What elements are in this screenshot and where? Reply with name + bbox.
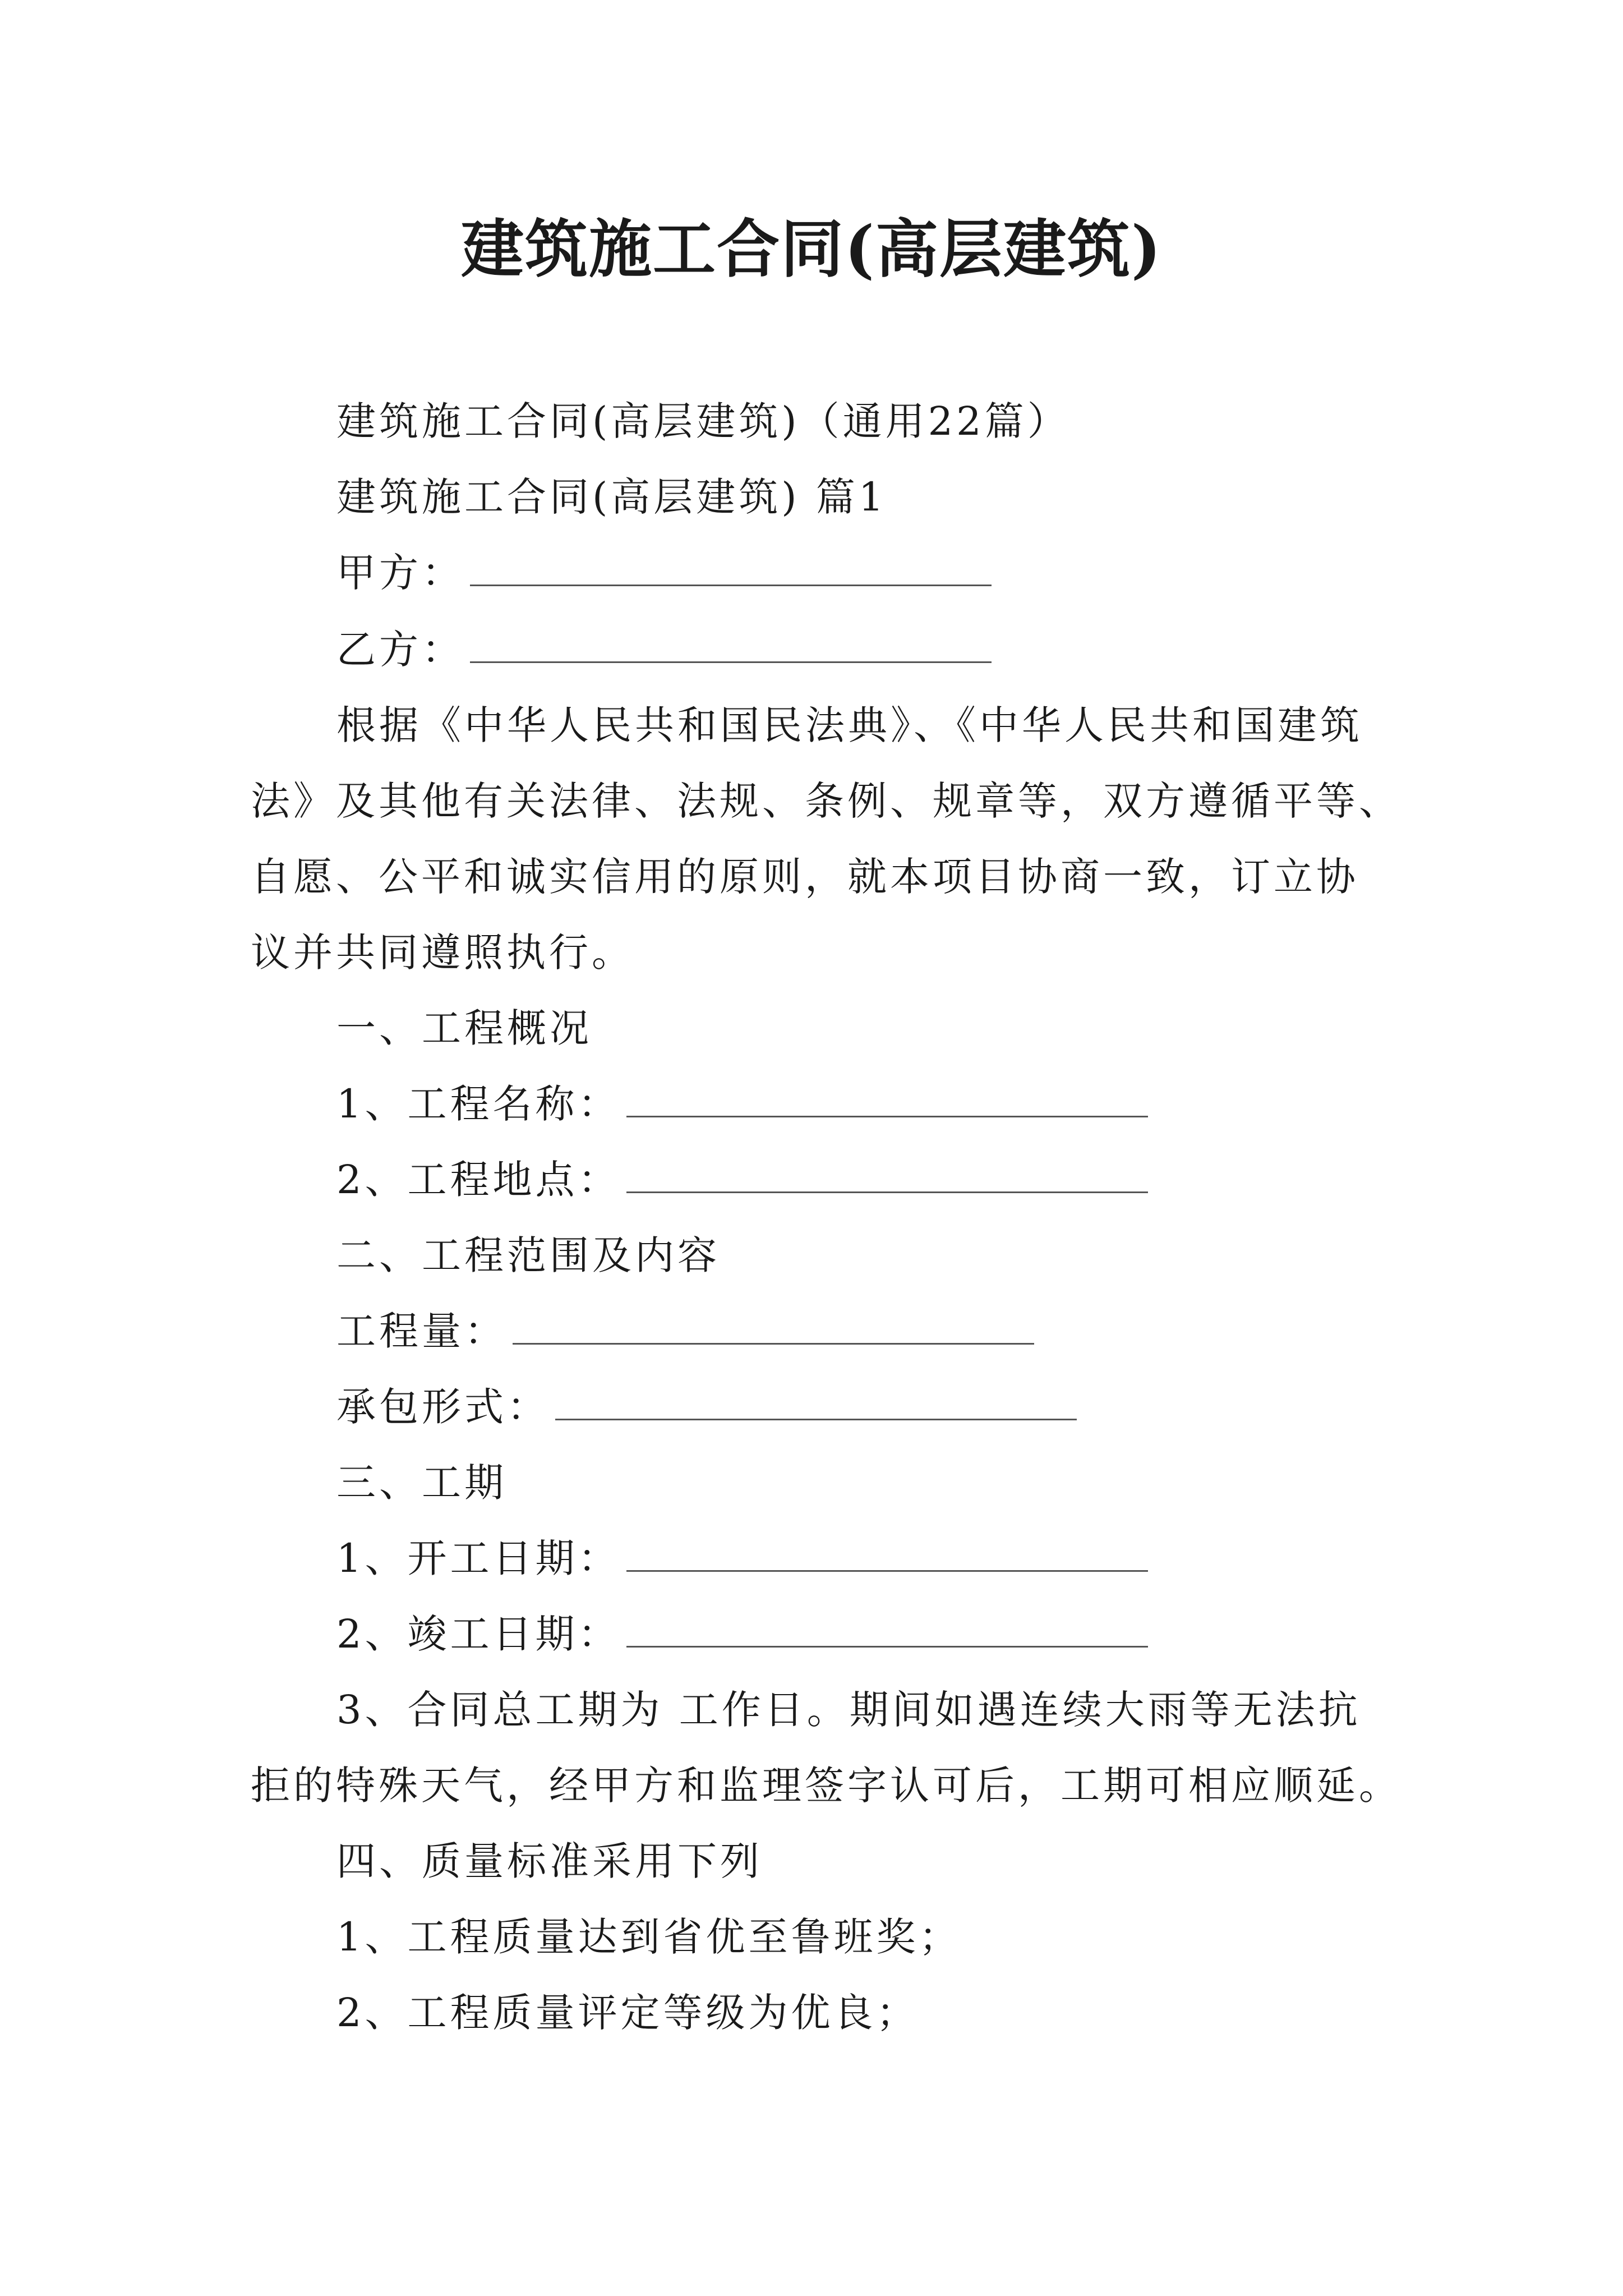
project-place-blank [626,1152,1148,1193]
party-b-label: 乙方： [336,627,464,673]
section-3-heading: 三、工期 [336,1460,507,1506]
quality-item-1: 1、工程质量达到省优至鲁班奖； [336,1914,962,1960]
intro-line-2: 法》及其他有关法律、法规、条例、规章等，双方遵循平等、 [251,778,1401,824]
project-place-row [336,1148,1148,1205]
section-heading: 建筑施工合同(高层建筑) 篇1 [336,474,887,520]
document-title: 建筑施工合同(高层建筑) [461,213,1162,286]
start-date-row [336,1527,1148,1584]
end-date-blank [626,1607,1148,1648]
end-date-label: 2、竣工日期： [336,1611,621,1657]
start-date-blank [626,1531,1148,1572]
section-4-heading: 四、质量标准采用下列 [336,1838,763,1884]
section-1-heading: 一、工程概况 [336,1005,592,1051]
party-a-blank [470,545,992,586]
party-a-label: 甲方： [336,550,464,596]
intro-line-1: 根据《中华人民共和国民法典》、《中华人民共和国建筑 [336,702,1363,748]
intro-line-4: 议并共同遵照执行。 [251,930,634,976]
project-name-row [336,1073,1148,1129]
start-date-label: 1、开工日期： [336,1535,621,1581]
quantity-row [336,1300,1034,1356]
project-place-label: 2、工程地点： [336,1157,621,1203]
end-date-row [336,1603,1148,1659]
project-name-blank [626,1076,1148,1117]
party-b-row [336,618,992,675]
total-period-line-1: 3、合同总工期为 工作日。期间如遇连续大雨等无法抗 [336,1687,1361,1733]
contract-form-label: 承包形式： [336,1384,550,1430]
quantity-label: 工程量： [336,1308,507,1354]
section-2-heading: 二、工程范围及内容 [336,1232,720,1278]
party-a-row [336,541,992,598]
project-name-label: 1、工程名称： [336,1081,621,1127]
subtitle: 建筑施工合同(高层建筑)（通用22篇） [336,398,1070,444]
quality-item-2: 2、工程质量评定等级为优良； [336,1990,919,2036]
quantity-blank [513,1304,1034,1345]
total-period-line-2: 拒的特殊天气，经甲方和监理签字认可后，工期可相应顺延。 [251,1763,1401,1809]
intro-line-3: 自愿、公平和诚实信用的原则，就本项目协商一致，订立协 [251,854,1359,900]
contract-form-blank [555,1379,1077,1420]
party-b-blank [470,622,992,663]
contract-form-row [336,1375,1077,1432]
